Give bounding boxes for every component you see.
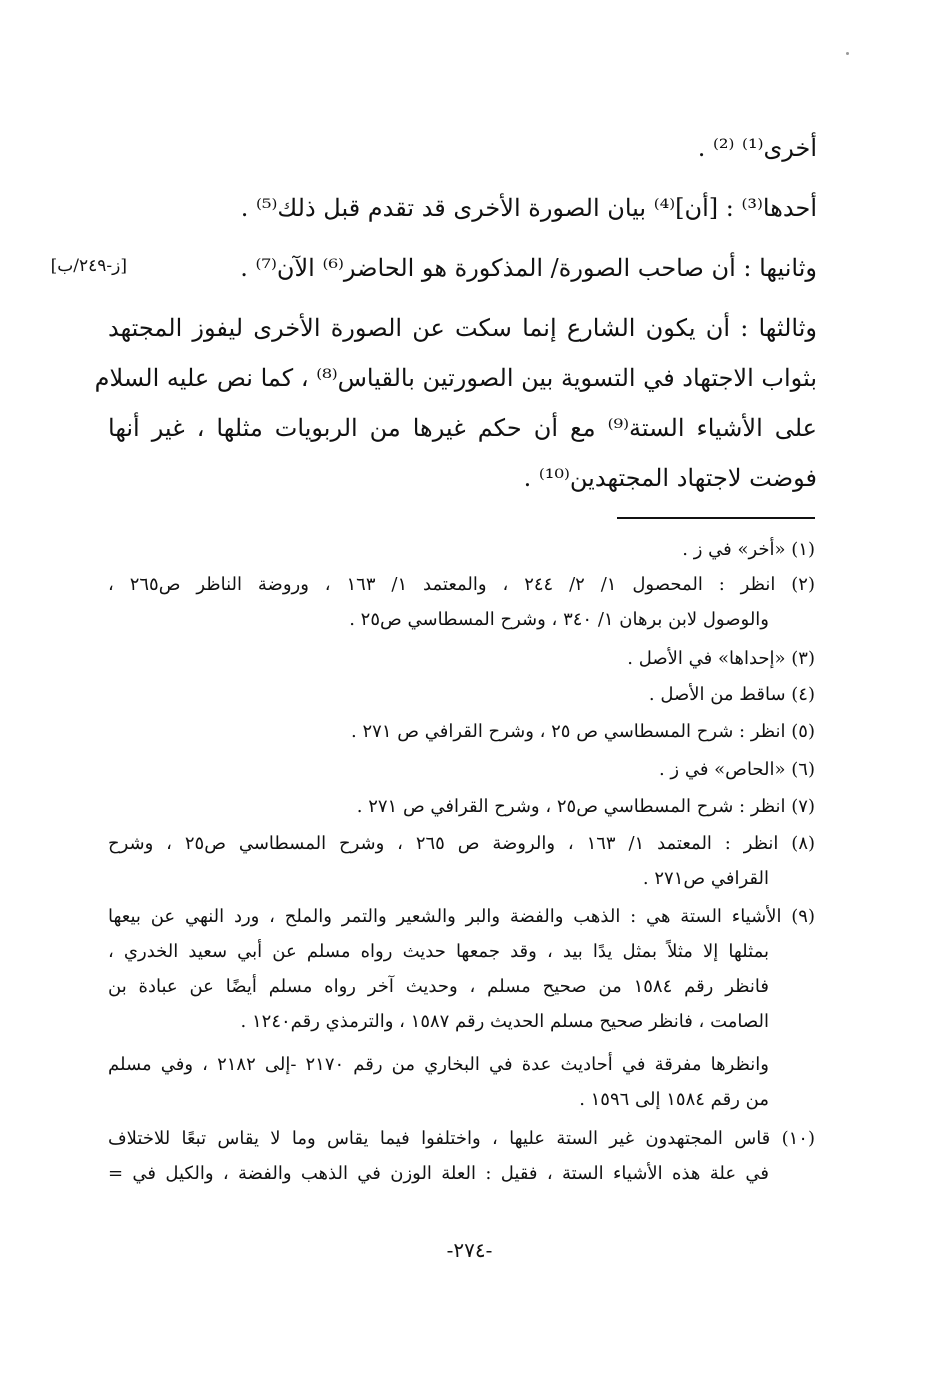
main-line-2: أحدها⁽³⁾ : [أن]⁽⁴⁾ بيان الصورة الأخرى قد تقدم قبل ذلك⁽⁵⁾ . [240, 194, 817, 222]
scan-speck [846, 52, 849, 55]
footnote-10-cont: في علة هذه الأشياء الستة ، فقيل : العلة الوزن في الذهب والفضة ، والكيل في = [108, 1163, 769, 1184]
margin-manuscript-reference: [ز-٢٤٩/ب] [50, 256, 127, 276]
footnote-2-cont: والوصول لابن برهان ١/ ٣٤٠ ، وشرح المسطاسي ص٢٥ . [349, 609, 769, 630]
footnote-6: (٦) «الحاص» في ز . [658, 759, 815, 780]
main-line-4: وثالثها : أن يكون الشارع إنما سكت عن الصورة الأخرى ليفوز المجتهد [108, 314, 817, 342]
footnote-8-cont: القرافي ص٢٧١ . [642, 868, 769, 889]
footnote-10: (١٠) قاس المجتهدون غير الستة عليها ، واختلفوا فيما يقاس وما لا يقاس تبعًا للاختلاف [108, 1128, 815, 1149]
footnote-4: (٤) ساقط من الأصل . [648, 684, 815, 705]
footnote-9-line-5: وانظرها مفرقة في أحاديث عدة في البخاري من رقم ٢١٧٠ -إلى ٢١٨٢ ، وفي مسلم [108, 1054, 769, 1075]
footnote-separator [617, 517, 815, 519]
main-line-1: أخرى⁽¹⁾ ⁽²⁾ . [697, 134, 817, 162]
main-line-5: بثواب الاجتهاد في التسوية بين الصورتين بالقياس⁽⁸⁾ ، كما نص عليه السلام [94, 364, 817, 392]
footnote-9-line-2: بمثلها إلا مثلاً بمثل يدًا بيد ، وقد جمعها حديث رواه مسلم عن أبي سعيد الخدري ، [108, 941, 769, 962]
main-line-6: على الأشياء الستة⁽⁹⁾ مع أن حكم غيرها من الربويات مثلها ، غير أنها [108, 414, 817, 442]
footnote-5: (٥) انظر : شرح المسطاسي ص ٢٥ ، وشرح القرافي ص ٢٧١ . [351, 721, 815, 742]
footnote-9-line-4: الصامت ، فانظر صحيح مسلم الحديث رقم ١٥٨٧ ، والترمذي رقم١٢٤٠ . [240, 1011, 769, 1032]
main-line-3: وثانيها : أن صاحب الصورة/ المذكورة هو الحاضر⁽⁶⁾ الآن⁽⁷⁾ . [240, 254, 817, 282]
footnote-9-line-6: من رقم ١٥٨٤ إلى ١٥٩٦ . [579, 1089, 769, 1110]
footnote-7: (٧) انظر : شرح المسطاسي ص٢٥ ، وشرح القرافي ص ٢٧١ . [356, 796, 815, 817]
footnote-8: (٨) انظر : المعتمد ١/ ١٦٣ ، والروضة ص ٢٦٥ ، وشرح المسطاسي ص٢٥ ، وشرح [108, 833, 816, 854]
footnote-2: (٢) انظر : المحصول ١/ ٢/ ٢٤٤ ، والمعتمد ١/ ١٦٣ ، وروضة الناظر ص٢٦٥ ، [108, 574, 815, 595]
footnote-9: (٩) الأشياء الستة هي : الذهب والفضة والبر والشعير والتمر والملح ، ورد النهي عن بيعها [108, 906, 815, 927]
main-line-7: فوضت لاجتهاد المجتهدين⁽¹⁰⁾ . [523, 464, 817, 492]
footnote-9-line-3: فانظر رقم ١٥٨٤ من صحيح مسلم ، وحديث آخر رواه مسلم أيضًا عن عبادة بن [108, 976, 770, 997]
footnote-1: (١) «أخر» في ز . [682, 539, 815, 560]
page-number: -٢٧٤- [446, 1238, 493, 1262]
footnote-3: (٣) «إحداها» في الأصل . [627, 648, 815, 669]
